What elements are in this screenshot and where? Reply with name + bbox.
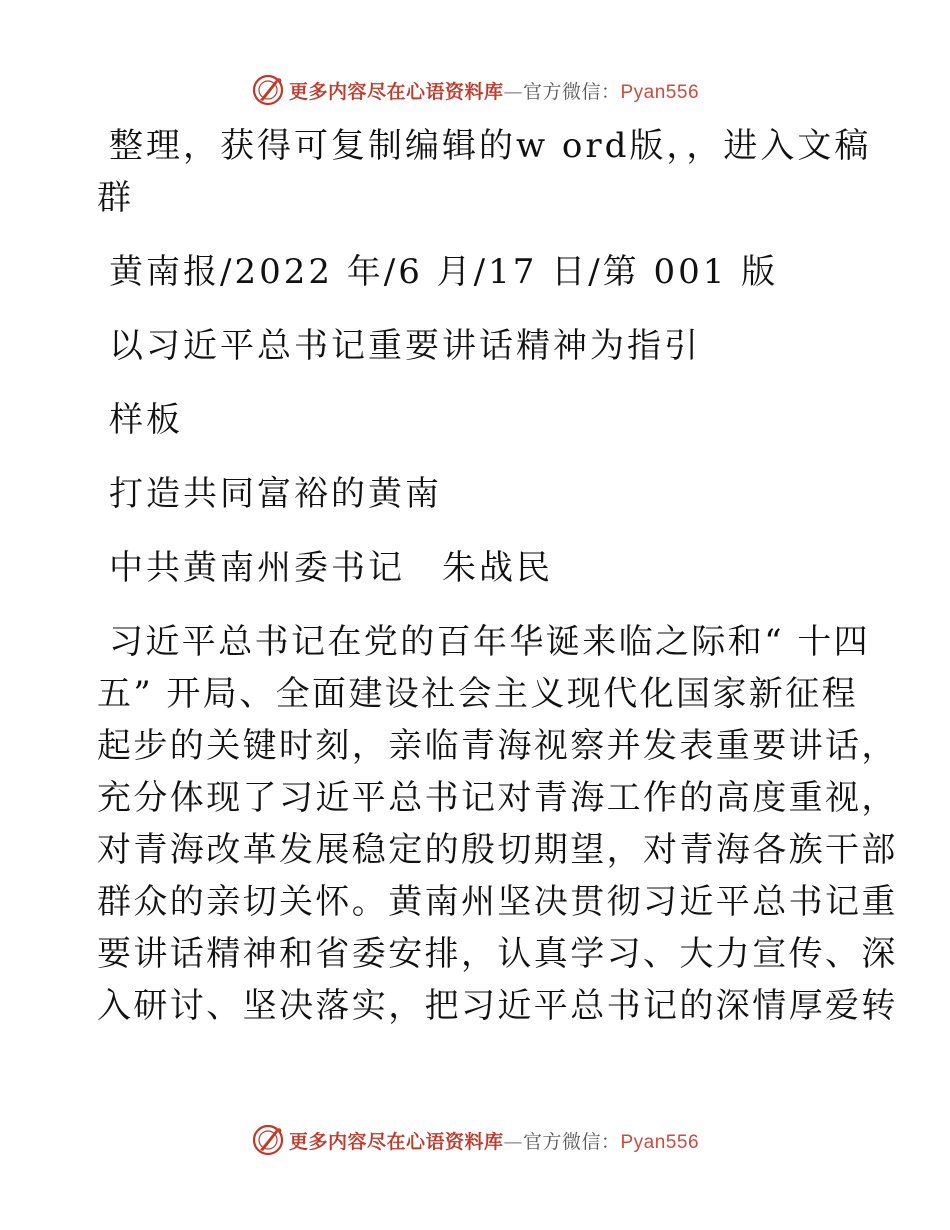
watermark-wechat-label: 官方微信： xyxy=(522,80,621,103)
quill-seal-icon xyxy=(251,73,285,107)
author-line: 中共黄南州委书记 朱战民 xyxy=(109,548,553,588)
body-line: 要讲话精神和省委安排，认真学习、大力宣传、深 xyxy=(97,934,898,974)
watermark-wechat-label: 官方微信： xyxy=(522,1130,621,1153)
quill-seal-icon xyxy=(251,1123,285,1157)
watermark-site-text: 更多内容尽在心语资料库 xyxy=(288,80,504,103)
title-part-2: 打造共同富裕的黄南 xyxy=(109,474,442,514)
watermark-wechat-id: Pyan556 xyxy=(620,81,700,103)
body-line: 起步的关键时刻，亲临青海视察并发表重要讲话， xyxy=(97,726,898,766)
body-line: 对青海改革发展稳定的殷切期望，对青海各族干部 xyxy=(97,830,898,870)
watermark-separator: — xyxy=(503,1130,523,1153)
source-line: 黄南报/2022 年/6 月/17 日/第 001 版 xyxy=(109,252,779,292)
body-paragraph xyxy=(97,616,898,1032)
body-line: 充分体现了习近平总书记对青海工作的高度重视， xyxy=(97,778,898,818)
watermark-site-text: 更多内容尽在心语资料库 xyxy=(288,1130,504,1153)
intro-line-1: 整理，获得可复制编辑的w ord版，，进入文稿 xyxy=(109,126,872,166)
intro-line-2: 群 xyxy=(97,178,134,218)
body-line: 习近平总书记在党的百年华诞来临之际和“ 十四 xyxy=(109,622,870,662)
body-line: 群众的亲切关怀。黄南州坚决贯彻习近平总书记重 xyxy=(97,882,898,922)
watermark-separator: — xyxy=(503,80,523,103)
document-body xyxy=(97,120,898,1032)
watermark-wechat-id: Pyan556 xyxy=(620,1131,700,1153)
body-line: 五” 开局、全面建设社会主义现代化国家新征程 xyxy=(97,674,858,714)
watermark-banner-top xyxy=(0,70,950,110)
body-line: 入研讨、坚决落实，把习近平总书记的深情厚爱转 xyxy=(97,986,898,1026)
watermark-banner-bottom xyxy=(0,1120,950,1160)
kicker-line: 以习近平总书记重要讲话精神为指引 xyxy=(109,326,701,366)
title-part-1: 样板 xyxy=(109,400,183,440)
